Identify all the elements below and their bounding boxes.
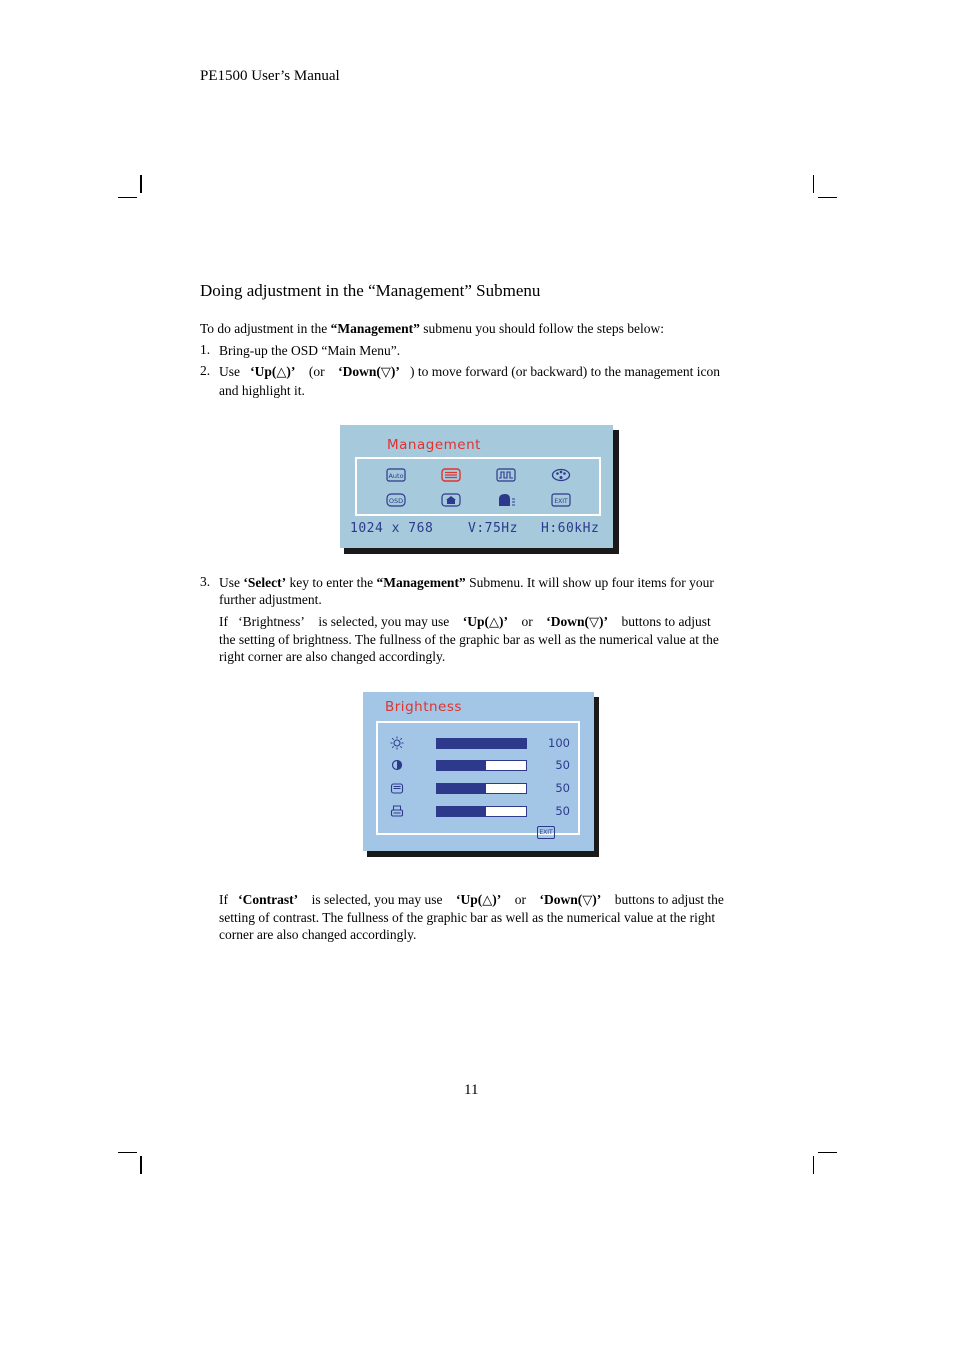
level-bar[interactable] bbox=[436, 760, 527, 771]
text: key to enter the bbox=[286, 575, 377, 590]
hpos-icon bbox=[390, 781, 404, 795]
level-bar-fill bbox=[437, 807, 486, 816]
step-number: 3. bbox=[200, 574, 211, 589]
section-title: Doing adjustment in the “Management” Submenu bbox=[200, 281, 541, 300]
up-label: ‘Up( bbox=[250, 364, 277, 379]
brightness-para-line2: the setting of brightness. The fullness of the graphic bar as well as the numerical value at the bbox=[219, 632, 719, 647]
level-bar-fill bbox=[437, 761, 486, 770]
up-label: ‘Up( bbox=[455, 892, 483, 907]
intro-text: To do adjustment in the bbox=[200, 321, 331, 336]
brightness-item: ‘Brightness’ bbox=[238, 614, 305, 629]
text: (or bbox=[308, 364, 325, 379]
contrast-icon bbox=[390, 758, 404, 772]
contrast-para-line1 bbox=[219, 891, 724, 909]
down-triangle-icon: ▽ bbox=[588, 615, 599, 630]
exit-icon[interactable] bbox=[551, 493, 571, 507]
level-value: 50 bbox=[555, 804, 570, 818]
icon-grid bbox=[355, 457, 601, 516]
exit-icon[interactable]: EXIT bbox=[537, 826, 555, 839]
text: Use bbox=[219, 364, 240, 379]
contrast-para-line2: setting of contrast. The fullness of the graphic bar as well as the numerical value at the right bbox=[219, 910, 716, 925]
step1-text: Bring-up the OSD “Main Menu”. bbox=[219, 343, 401, 358]
adjust-row[interactable] bbox=[378, 781, 578, 797]
osd-title: Brightness bbox=[385, 699, 462, 715]
text: )’ bbox=[492, 892, 502, 907]
sun-icon bbox=[390, 736, 404, 750]
osd-title: Management bbox=[387, 437, 481, 453]
text: Use bbox=[219, 575, 244, 590]
crop-mark bbox=[140, 175, 142, 193]
osd-management-panel bbox=[340, 425, 613, 548]
down-label: ‘Down( bbox=[539, 892, 583, 907]
step2-line2: and highlight it. bbox=[219, 383, 305, 398]
crop-mark bbox=[118, 197, 137, 198]
adjust-row[interactable] bbox=[378, 736, 578, 752]
level-bar-fill bbox=[437, 739, 526, 748]
text: or bbox=[521, 614, 533, 629]
down-triangle-icon: ▽ bbox=[380, 365, 391, 380]
text: or bbox=[514, 892, 526, 907]
text: If bbox=[219, 892, 228, 907]
osd-brightness-panel bbox=[363, 692, 594, 851]
adjust-row[interactable] bbox=[378, 758, 578, 774]
crop-mark bbox=[140, 1156, 142, 1174]
language-icon[interactable] bbox=[496, 493, 516, 507]
contrast-para-line3: corner are also changed accordingly. bbox=[219, 927, 417, 942]
home-icon[interactable] bbox=[441, 493, 461, 507]
vfreq-readout: V:75Hz bbox=[468, 521, 518, 536]
select-label: ‘Select’ bbox=[243, 575, 287, 590]
signal-icon[interactable] bbox=[496, 468, 516, 482]
up-triangle-icon: △ bbox=[482, 893, 493, 908]
level-bar[interactable] bbox=[436, 783, 527, 794]
text: )’ bbox=[592, 892, 602, 907]
level-bar-fill bbox=[437, 784, 486, 793]
text: is selected, you may use bbox=[318, 614, 450, 629]
up-triangle-icon: △ bbox=[488, 615, 499, 630]
hfreq-readout: H:60kHz bbox=[541, 521, 600, 536]
step-number: 2. bbox=[200, 363, 211, 378]
running-header: PE1500 User’s Manual bbox=[200, 68, 340, 84]
contrast-item: ‘Contrast’ bbox=[238, 892, 299, 907]
crop-mark bbox=[813, 1156, 814, 1174]
text: If bbox=[219, 614, 228, 629]
intro-paragraph bbox=[200, 320, 664, 337]
step3-line1 bbox=[219, 574, 714, 591]
osd-icon[interactable] bbox=[386, 493, 406, 507]
page-number: 11 bbox=[464, 1082, 479, 1098]
management-icon[interactable] bbox=[441, 468, 461, 482]
level-bar[interactable] bbox=[436, 738, 527, 749]
auto-icon-label: Auto bbox=[388, 472, 404, 480]
text: )’ bbox=[286, 364, 296, 379]
adjust-row[interactable] bbox=[378, 804, 578, 820]
level-value: 100 bbox=[548, 736, 570, 750]
level-value: 50 bbox=[555, 758, 570, 772]
color-icon[interactable] bbox=[551, 468, 571, 482]
down-triangle-icon: ▽ bbox=[582, 893, 593, 908]
up-triangle-icon: △ bbox=[276, 365, 287, 380]
crop-mark bbox=[818, 1152, 837, 1153]
crop-mark bbox=[118, 1152, 137, 1153]
step-number: 1. bbox=[200, 342, 211, 357]
text: Submenu. It will show up four items for your bbox=[465, 575, 714, 590]
step3-line2: further adjustment. bbox=[219, 592, 322, 607]
resolution-readout: 1024 x 768 bbox=[350, 521, 434, 536]
intro-text-end: submenu you should follow the steps below: bbox=[419, 321, 665, 336]
level-value: 50 bbox=[555, 781, 570, 795]
adjust-list bbox=[376, 721, 580, 835]
down-label: ‘Down( bbox=[546, 614, 589, 629]
management-label: “Management” bbox=[376, 575, 466, 590]
text: buttons to adjust bbox=[621, 614, 711, 629]
text: )’ bbox=[598, 614, 608, 629]
osd-icon-label: OSD bbox=[388, 497, 404, 505]
up-label: ‘Up( bbox=[462, 614, 489, 629]
brightness-para-line1 bbox=[219, 613, 711, 631]
text: buttons to adjust the bbox=[614, 892, 724, 907]
vpos-icon bbox=[390, 804, 404, 818]
step2-line1 bbox=[219, 363, 759, 381]
text: )’ bbox=[498, 614, 508, 629]
brightness-para-line3: right corner are also changed accordingly. bbox=[219, 649, 446, 664]
crop-mark bbox=[813, 175, 814, 193]
down-label: ‘Down( bbox=[338, 364, 381, 379]
text: is selected, you may use bbox=[311, 892, 443, 907]
level-bar[interactable] bbox=[436, 806, 527, 817]
exit-icon-label: EXIT bbox=[554, 498, 568, 505]
text: ) to move forward (or backward) to the management icon bbox=[410, 364, 721, 379]
intro-bold: “Management” bbox=[330, 321, 420, 336]
text: )’ bbox=[390, 364, 400, 379]
auto-icon[interactable] bbox=[386, 468, 406, 482]
crop-mark bbox=[818, 197, 837, 198]
